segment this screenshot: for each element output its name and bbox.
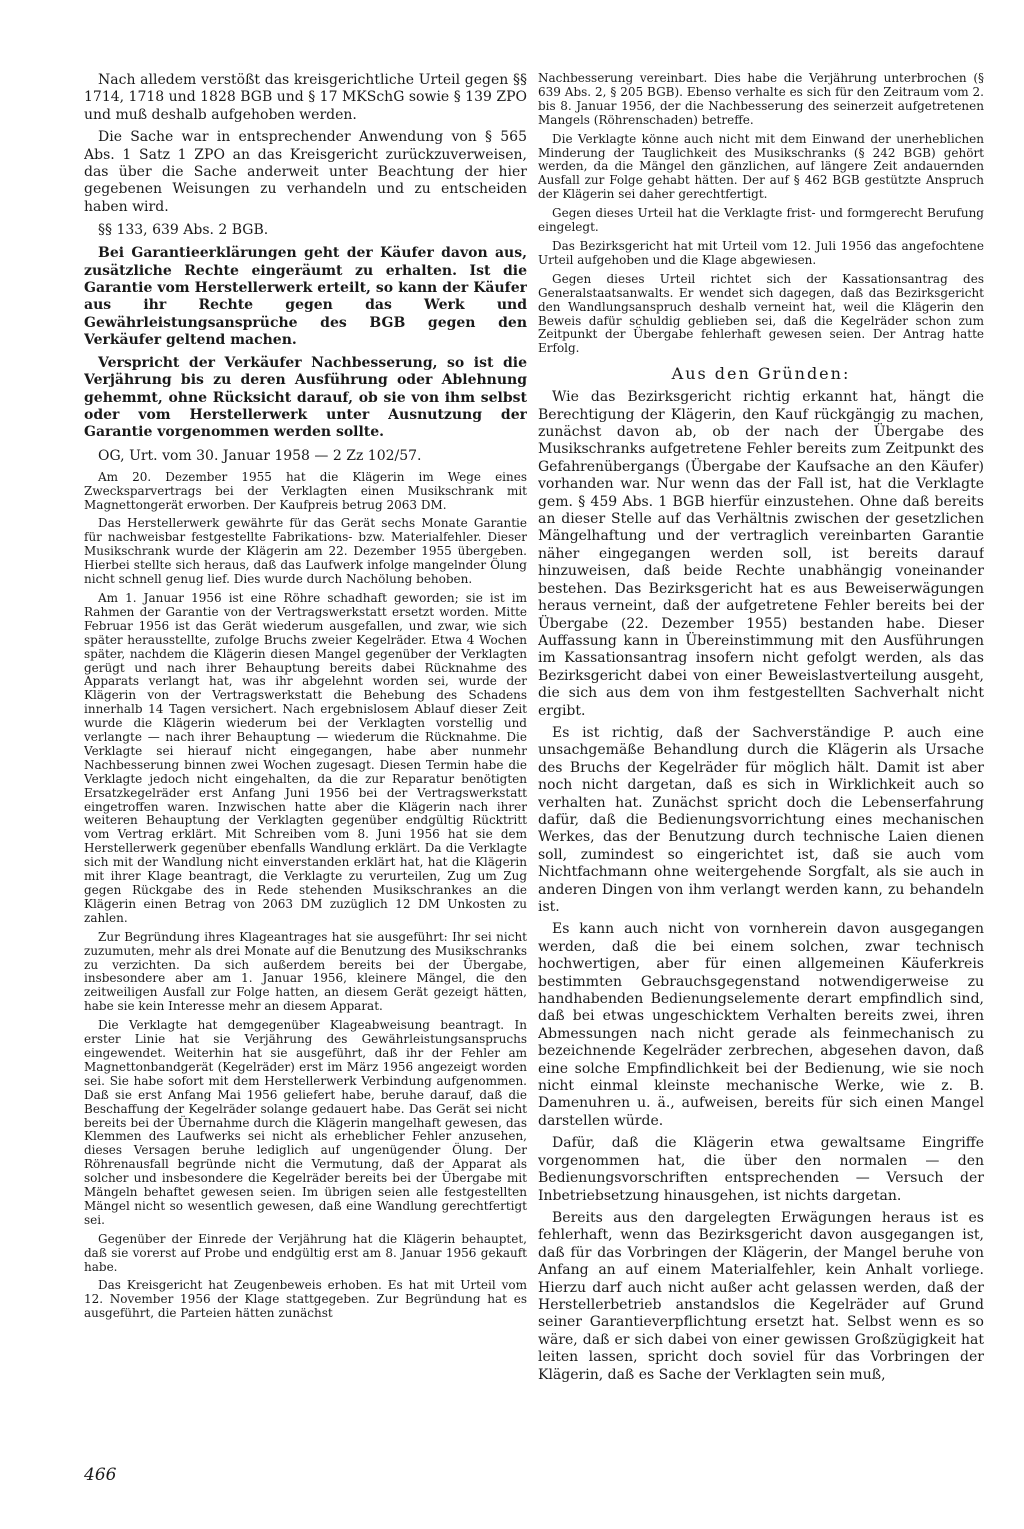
right-column-paragraph: Nachbesserung vereinbart. Dies habe die Verjährung unterbrochen (§ 639 Abs. 2, § 205 BGB). Ebenso verhalte es sich für den Zeitraum vom 2. bis 8. Januar 1956, der die Nachbesserung des seinerzeit aufgetretenen Mangels (Röhrenschaden) betreffe. xyxy=(538,72,984,127)
right-column-paragraph: Das Bezirksgericht hat mit Urteil vom 12. Juli 1956 das angefochtene Urteil aufgehoben und die Klage abgewiesen. xyxy=(538,238,984,267)
right-column-paragraph: Es kann auch nicht von vornherein davon ausgegangen werden, daß die bei einem solchen, zwar technisch hochwertigen, aber für einen allgemeinen Käuferkreis bestimmten Gebrauchsgegenstand notwendigerweise zu handhabenden Bedienungselemente derart empfindlich sind, daß bei etwas ungeschicktem Verhalten bereits zwei, ihren Abmessungen nach nicht gerade als feinmechanisch zu bezeichnende Kegelräder zerbrechen, abgesehen davon, daß eine solche Empfindlichkeit bei der Bedienung, wie sie noch nicht einmal kleinste mechanische Werke, wie z. B. Damenuhren u. ä., aufweisen, bereits für sich einen Mangel darstellen würde. xyxy=(538,921,984,1129)
left-column-paragraph: Verspricht der Verkäufer Nachbesserung, so ist die Verjährung bis zu deren Ausführung oder Ablehnung gehemmt, ohne Rücksicht darauf, ob sie von ihm selbst oder vom Herstellerwerk unter Ausnutzung der Garantie vorgenommen werden sollte. xyxy=(84,354,527,441)
left-column-paragraph: Am 1. Januar 1956 ist eine Röhre schadhaft geworden; sie ist im Rahmen der Garantie von der Vertragswerkstatt ersetzt worden. Mitte Februar 1956 ist das Gerät wiederum ausgefallen, und zwar, wie sich später herausstellte, zufolge Bruchs zweier Kegelräder. Etwa 4 Wochen später, nachdem die Klägerin diesen Mangel gegenüber der Verklagten gerügt und nach ihrer Behauptung bereits dabei Rücknahme des Apparats verlangt hat, was ihr abgelehnt worden sei, wurde der Klägerin von der Vertragswerkstatt die Behebung des Schadens innerhalb 14 Tagen versichert. Nach ergebnislosem Ablauf dieser Zeit wurde die Klägerin wiederum bei der Verklagten vorstellig und verlangte — nach ihrer Behauptung — wiederum die Rücknahme. Die Verklagte sei hierauf nicht eingegangen, habe aber nunmehr Nachbesserung binnen zwei Wochen zugesagt. Diesen Termin habe die Verklagte jedoch nicht eingehalten, da die zur Reparatur benötigten Ersatzkegelräder erst Anfang Juni 1956 bei der Vertragswerkstatt eingetroffen waren. Inzwischen hatte aber die Klägerin nach ihrer weiteren Behauptung der Verklagten gegenüber endgültig Rücktritt vom Vertrag erklärt. Mit Schreiben vom 8. Juni 1956 hat sie dem Herstellerwerk gegenüber ebenfalls Wandlung erklärt. Da die Verklagte sich mit der Wandlung nicht einverstanden erklärt hat, hat die Klägerin mit ihrer Klage beantragt, die Verklagte zu verurteilen, Zug um Zug gegen Rückgabe des in Rede stehenden Musikschrankes an die Klägerin einen Betrag von 2063 DM zuzüglich 12 DM Unkosten zu zahlen. xyxy=(84,590,527,925)
left-column-paragraph: Die Sache war in entsprechender Anwendung von § 565 Abs. 1 Satz 1 ZPO an das Kreisgericht zurückzuverweisen, das über die Sache anderweit unter Beachtung der hier gegebenen Weisungen zu verhandeln und zu entscheiden haben wird. xyxy=(84,129,527,215)
left-column-paragraph: Bei Garantieerklärungen geht der Käufer davon aus, zusätzliche Rechte eingeräumt zu erhalten. Ist die Garantie vom Herstellerwerk erteilt, so kann der Käufer aus ihr Rechte gegen das Werk und Gewährleistungsansprüche des BGB gegen den Verkäufer geltend machen. xyxy=(84,245,527,349)
right-column-paragraph: Dafür, daß die Klägerin etwa gewaltsame Eingriffe vorgenommen hat, die über den normalen — den Bedienungsvorschriften entsprechenden — Versuch der Inbetriebsetzung hinausgehen, ist nichts dargetan. xyxy=(538,1135,984,1204)
left-column-paragraph: Zur Begründung ihres Klageantrages hat sie ausgeführt: Ihr sei nicht zuzumuten, mehr als drei Monate auf die Benutzung des Musikschranks zu verzichten. Da sich außerdem bereits bei der Übergabe, insbesondere aber am 1. Januar 1956, kleinere Mängel, die den zeitweiligen Ausfall zur Folge hatten, an diesem Gerät gezeigt hätten, habe sie kein Interesse mehr an diesem Apparat. xyxy=(84,929,527,1014)
left-column-paragraph: Das Kreisgericht hat Zeugenbeweis erhoben. Es hat mit Urteil vom 12. November 1956 der Klage stattgegeben. Zur Begründung hat es ausgeführt, die Parteien hätten zunächst xyxy=(84,1278,527,1321)
right-column-paragraph: Die Verklagte könne auch nicht mit dem Einwand der unerheblichen Minderung der Tauglichkeit des Musikschranks (§ 242 BGB) gehört werden, da die Mängel den gänzlichen, auf längere Zeit andauernden Ausfall zur Folge gehabt hätten. Der auf § 462 BGB gestützte Anspruch der Klägerin sei daher gerechtfertigt. xyxy=(538,131,984,202)
left-column-paragraph: Am 20. Dezember 1955 hat die Klägerin im Wege eines Zwecksparvertrags bei der Verklagten einen Musikschrank mit Magnettongerät erworben. Der Kaufpreis betrug 2063 DM. xyxy=(84,469,527,512)
right-column-paragraph: Es ist richtig, daß der Sachverständige P. auch eine unsachgemäße Behandlung durch die Klägerin als Ursache des Bruchs der Kegelräder für möglich hält. Damit ist aber noch nicht dargetan, daß es sich in Wirklichkeit auch so verhalten hat. Zunächst spricht doch die Lebenserfahrung dafür, daß die Bedienungsvorrichtung eines mechanischen Werkes, das der Benutzung durch technische Laien dienen soll, zumindest so eingerichtet ist, daß sie auch vom Nichtfachmann ohne weitergehende Sorgfalt, als sie auch in anderen Dingen von ihm verlangt werden kann, zu behandeln ist. xyxy=(538,724,984,915)
right-column-paragraph: Wie das Bezirksgericht richtig erkannt hat, hängt die Berechtigung der Klägerin, den Kauf rückgängig zu machen, zunächst davon ab, ob der nach der Übergabe des Musikschranks aufgetretene Fehler bereits zum Zeitpunkt des Gefahrenübergangs (Übergabe der Kaufsache an den Käufer) vorhanden war. Nur wenn das der Fall ist, hat die Verklagte gem. § 459 Abs. 1 BGB hierfür einzustehen. Ohne daß bereits an dieser Stelle auf das Verhältnis zwischen der gesetzlichen Mängelhaftung und der vertraglich vereinbarten Garantie näher eingegangen werden soll, ist bereits darauf hinzuweisen, daß beide Rechte unabhängig voneinander bestehen. Das Bezirksgericht hat es aus Beweiserwägungen heraus verneint, daß der aufgetretene Fehler bereits bei der Übergabe (22. Dezember 1955) bestanden habe. Dieser Auffassung kann in Übereinstimmung mit den Ausführungen im Kassationsantrag insofern nicht gefolgt werden, als das Bezirksgericht dabei von einer Beweislastverteilung ausgeht, die sich aus dem von ihm festgestellten Sachverhalt nicht ergibt. xyxy=(538,389,984,719)
left-column-paragraph: OG, Urt. vom 30. Januar 1958 — 2 Zz 102/57. xyxy=(98,447,422,464)
left-column-paragraph: Das Herstellerwerk gewährte für das Gerät sechs Monate Garantie für nachweisbar festgestellte Fabrikations- bzw. Materialfehler. Dieser Musikschrank wurde der Klägerin am 22. Dezember 1955 übergeben. Hierbei stellte sich heraus, daß das Laufwerk infolge mangelnder Ölung nicht schnell genug lief. Dies wurde durch Nachölung behoben. xyxy=(84,516,527,587)
right-column-paragraph: Aus den Gründen: xyxy=(671,364,851,384)
left-column xyxy=(84,72,527,1326)
left-column-paragraph: Gegenüber der Einrede der Verjährung hat die Klägerin behauptet, daß sie vorerst auf Probe und endgültig erst am 8. Januar 1956 gekauft habe. xyxy=(84,1231,527,1274)
right-column-paragraph: Gegen dieses Urteil richtet sich der Kassationsantrag des Generalstaatsanwalts. Er wendet sich dagegen, daß das Bezirksgericht den Wandlungsanspruch deshalb verneint hat, weil die Klägerin den Beweis dafür schuldig geblieben sei, daß die Kegelräder schon zum Zeitpunkt der Übergabe fehlerhaft gewesen seien. Der Antrag hatte Erfolg. xyxy=(538,271,984,356)
page-number: 466 xyxy=(84,1465,117,1485)
left-column-paragraph: Die Verklagte hat demgegenüber Klageabweisung beantragt. In erster Linie hat sie Verjährung des Gewährleistungsanspruchs eingewendet. Weiterhin hat sie ausgeführt, daß ihr der Fehler am Magnettonbandgerät (Kegelräder) erst im März 1956 angezeigt worden sei. Sie habe sofort mit dem Herstellerwerk Verbindung aufgenommen. Daß sie erst Anfang Mai 1956 geliefert habe, beruhe darauf, daß die Beschaffung der Kegelräder solange gedauert habe. Das Gerät sei nicht bereits bei der Übernahme durch die Klägerin mangelhaft gewesen, das Klemmen des Laufwerks sei nicht als erheblicher Fehler anzusehen, dieses Versagen beruhe lediglich auf ungenügender Ölung. Der Röhrenausfall begründe nicht die Vermutung, daß der Apparat als solcher und insbesondere die Kegelräder bereits bei der Übergabe mit Mängeln behaftet gewesen seien. Im übrigen seien alle festgestellten Mängel nicht so wesentlich gewesen, daß eine Wandlung gerechtfertigt sei. xyxy=(84,1018,527,1227)
right-column-paragraph: Gegen dieses Urteil hat die Verklagte frist- und formgerecht Berufung eingelegt. xyxy=(538,206,984,235)
right-column xyxy=(538,72,984,1389)
left-column-paragraph: Nach alledem verstößt das kreisgerichtliche Urteil gegen §§ 1714, 1718 und 1828 BGB und § 17 MKSchG sowie § 139 ZPO und muß deshalb aufgehoben werden. xyxy=(84,72,527,123)
left-column-paragraph: §§ 133, 639 Abs. 2 BGB. xyxy=(98,222,269,239)
right-column-paragraph: Bereits aus den dargelegten Erwägungen heraus ist es fehlerhaft, wenn das Bezirksgericht davon ausgegangen ist, daß für das Vorbringen der Klägerin, der Mangel beruhe von Anfang an auf einem Materialfehler, kein Anhalt vorliege. Hierzu darf auch nicht außer acht gelassen werden, daß der Herstellerbetrieb anstandslos die Kegelräder auf Grund seiner Garantieverpflichtung ersetzt hat. Selbst wenn es so wäre, daß er sich dabei von einer gewissen Großzügigkeit hat leiten lassen, spricht doch soviel für das Vorbringen der Klägerin, daß es Sache der Verklagten sein muß, xyxy=(538,1209,984,1383)
